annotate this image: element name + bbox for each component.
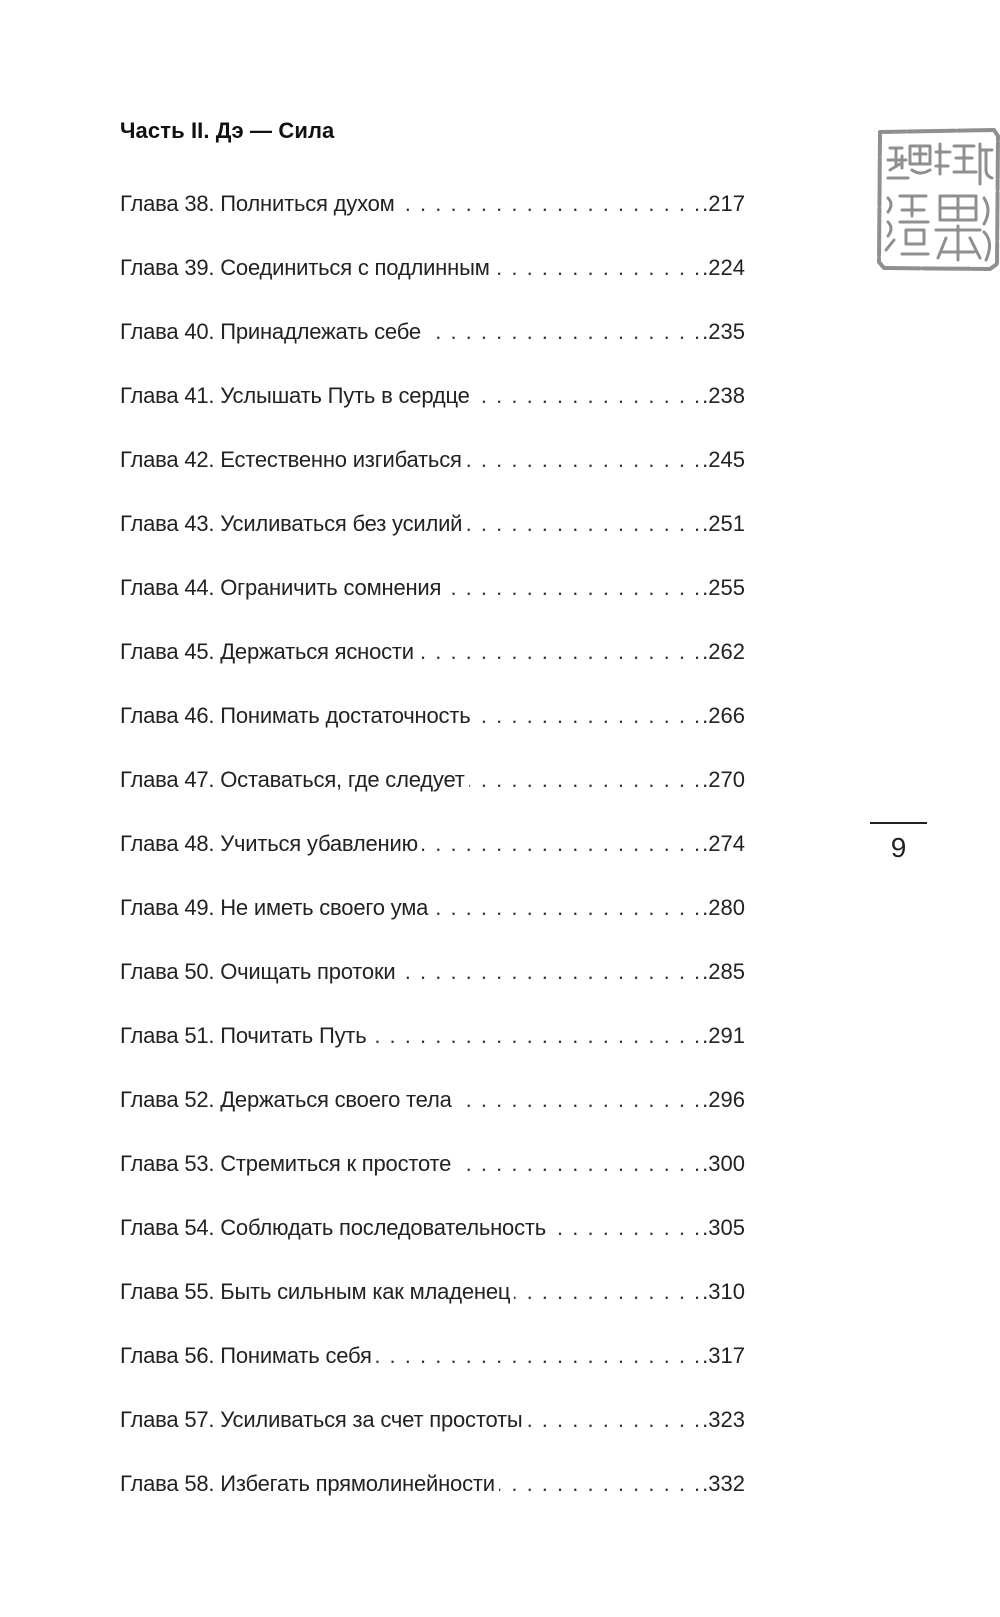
toc-entry-page: .262 — [702, 639, 745, 664]
toc-entry[interactable] — [120, 376, 745, 440]
toc-entry-page: .280 — [702, 895, 745, 920]
toc-dot-leader — [371, 1016, 701, 1056]
toc-entry-page: .323 — [702, 1407, 745, 1432]
table-of-contents — [120, 184, 745, 1528]
toc-entry[interactable] — [120, 1400, 745, 1464]
toc-entry[interactable] — [120, 312, 745, 376]
toc-entry-title: Глава 45. Держаться ясности — [120, 639, 414, 664]
toc-dot-leader — [466, 440, 700, 480]
toc-dot-leader — [527, 1400, 701, 1440]
toc-entry-title: Глава 57. Усиливаться за счет простоты — [120, 1407, 523, 1432]
toc-entry-title: Глава 40. Принадлежать себе — [120, 319, 421, 344]
page-number-rule — [870, 822, 927, 824]
toc-entry-title: Глава 38. Полниться духом — [120, 191, 395, 216]
toc-entry-page: .251 — [702, 511, 745, 536]
toc-dot-leader — [422, 824, 700, 864]
toc-entry-page: .274 — [702, 831, 745, 856]
toc-entry-page: .310 — [702, 1279, 745, 1304]
toc-entry[interactable] — [120, 632, 745, 696]
toc-entry-page: .296 — [702, 1087, 745, 1112]
toc-entry[interactable] — [120, 1016, 745, 1080]
toc-entry-title: Глава 46. Понимать достаточность — [120, 703, 471, 728]
toc-entry-title: Глава 53. Стремиться к простоте — [120, 1151, 452, 1176]
toc-entry[interactable] — [120, 1464, 745, 1528]
toc-entry[interactable] — [120, 760, 745, 824]
toc-entry-title: Глава 42. Естественно изгибаться — [120, 447, 462, 472]
toc-entry[interactable] — [120, 888, 745, 952]
toc-dot-leader — [425, 312, 700, 352]
toc-entry[interactable] — [120, 1144, 745, 1208]
toc-entry[interactable] — [120, 568, 745, 632]
toc-entry[interactable] — [120, 952, 745, 1016]
toc-entry[interactable] — [120, 248, 745, 312]
toc-dot-leader — [445, 568, 700, 608]
toc-entry-title: Глава 55. Быть сильным как младенец — [120, 1279, 511, 1304]
toc-entry[interactable] — [120, 440, 745, 504]
toc-entry[interactable] — [120, 1336, 745, 1400]
toc-dot-leader — [474, 376, 700, 416]
toc-dot-leader — [474, 696, 700, 736]
toc-entry[interactable] — [120, 824, 745, 888]
toc-dot-leader — [499, 1464, 700, 1504]
toc-entry-title: Глава 56. Понимать себя — [120, 1343, 372, 1368]
part-title: Часть II. Дэ — Сила — [120, 118, 335, 143]
toc-entry-page: .238 — [702, 383, 745, 408]
toc-entry-page: .317 — [702, 1343, 745, 1368]
toc-dot-leader — [399, 952, 700, 992]
toc-entry-title: Глава 49. Не иметь своего ума — [120, 895, 429, 920]
toc-entry-title: Глава 47. Оставаться, где следует — [120, 767, 465, 792]
toc-entry-page: .305 — [702, 1215, 745, 1240]
toc-entry-title: Глава 52. Держаться своего тела — [120, 1087, 452, 1112]
seal-stamp-icon — [876, 126, 1000, 272]
toc-entry-title: Глава 44. Ограничить сомнения — [120, 575, 442, 600]
toc-entry-page: .332 — [702, 1471, 745, 1496]
toc-entry-title: Глава 48. Учиться убавлению — [120, 831, 418, 856]
toc-entry[interactable] — [120, 504, 745, 568]
toc-entry[interactable] — [120, 696, 745, 760]
toc-entry-page: .266 — [702, 703, 745, 728]
toc-entry[interactable] — [120, 1208, 745, 1272]
toc-entry-page: .235 — [702, 319, 745, 344]
toc-dot-leader — [456, 1080, 701, 1120]
toc-entry-page: .224 — [702, 255, 745, 280]
toc-entry-page: .291 — [702, 1023, 745, 1048]
toc-dot-leader — [466, 504, 700, 544]
toc-dot-leader — [469, 760, 701, 800]
toc-dot-leader — [399, 184, 701, 224]
toc-entry-page: .300 — [702, 1151, 745, 1176]
toc-entry-page: .285 — [702, 959, 745, 984]
toc-entry-page: .270 — [702, 767, 745, 792]
toc-entry-title: Глава 41. Услышать Путь в сердце — [120, 383, 470, 408]
toc-entry-title: Глава 43. Усиливаться без усилий — [120, 511, 463, 536]
toc-entry-title: Глава 39. Соединиться с подлинным — [120, 255, 490, 280]
toc-dot-leader — [550, 1208, 700, 1248]
toc-entry-page: .217 — [702, 191, 745, 216]
toc-dot-leader — [494, 248, 701, 288]
toc-entry-title: Глава 54. Соблюдать последовательность — [120, 1215, 547, 1240]
toc-dot-leader — [376, 1336, 701, 1376]
toc-dot-leader — [514, 1272, 700, 1312]
toc-entry-page: .245 — [702, 447, 745, 472]
toc-dot-leader — [455, 1144, 700, 1184]
toc-entry[interactable] — [120, 1080, 745, 1144]
toc-entry-title: Глава 58. Избегать прямолинейности — [120, 1471, 495, 1496]
toc-entry[interactable] — [120, 1272, 745, 1336]
toc-entry[interactable] — [120, 184, 745, 248]
toc-entry-title: Глава 50. Очищать протоки — [120, 959, 396, 984]
toc-entry-page: .255 — [702, 575, 745, 600]
toc-dot-leader — [432, 888, 700, 928]
toc-entry-title: Глава 51. Почитать Путь — [120, 1023, 367, 1048]
toc-dot-leader — [418, 632, 700, 672]
page-number: 9 — [890, 832, 907, 863]
